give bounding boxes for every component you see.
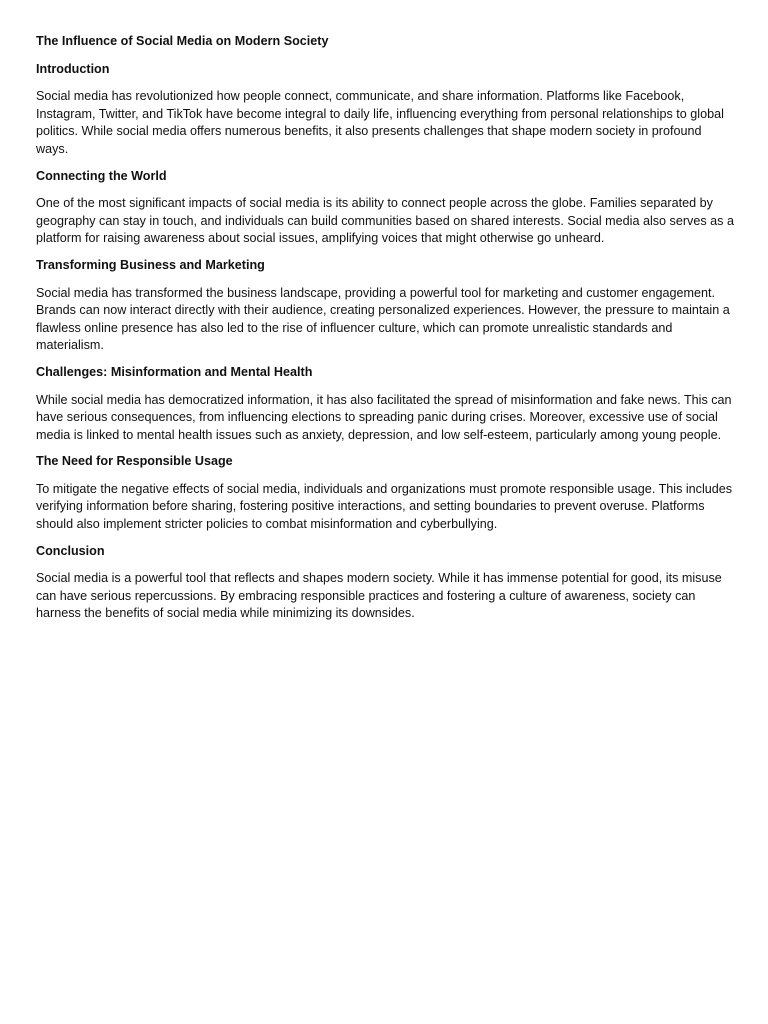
section-conclusion [36,543,734,623]
section-challenges [36,364,734,444]
section-connecting-the-world [36,168,734,248]
section-introduction [36,61,734,159]
section-heading: Challenges: Misinformation and Mental Health [36,364,313,379]
document-title: The Influence of Social Media on Modern Society [36,34,329,48]
section-paragraph: While social media has democratized information, it has also facilitated the spread of misinformation and fake news. This can have serious consequences, from influencing elections to spreading panic during crises. Moreover, excessive use of social media is linked to mental health issues such as anxiety, depression, and low self-esteem, particularly among young people. [36,392,732,442]
section-responsible-usage [36,453,734,533]
section-heading: Transforming Business and Marketing [36,257,265,272]
section-paragraph: One of the most significant impacts of social media is its ability to connect people across the globe. Families separated by geography can stay in touch, and individuals can build communities based on shared interests. Social media also serves as a platform for raising awareness about social issues, amplifying voices that might otherwise go unheard. [36,196,734,246]
section-paragraph: Social media has transformed the business landscape, providing a powerful tool for marketing and customer engagement. Brands can now interact directly with their audience, creating personalized experiences. However, the pressure to maintain a flawless online presence has also led to the rise of influencer culture, which can promote unrealistic standards and materialism. [36,285,730,353]
section-heading: Connecting the World [36,168,167,183]
section-heading: Conclusion [36,543,105,558]
section-heading: Introduction [36,61,110,76]
section-paragraph: Social media has revolutionized how people connect, communicate, and share information. Platforms like Facebook, Instagram, Twitter, and TikTok have become integral to daily life, influencing everything from personal relationships to global politics. While social media offers numerous benefits, it also presents challenges that shape modern society in profound ways. [36,89,724,156]
section-transforming-business [36,257,734,355]
section-paragraph: To mitigate the negative effects of social media, individuals and organizations must promote responsible usage. This includes verifying information before sharing, fostering positive interactions, and setting boundaries to prevent overuse. Platforms should also implement stricter policies to combat misinformation and cyberbullying. [36,481,733,532]
section-paragraph: Social media is a powerful tool that reflects and shapes modern society. While it has immense potential for good, its misuse can have serious repercussions. By embracing responsible practices and fostering a culture of awareness, society can harness the benefits of social media while minimizing its downsides. [36,571,722,621]
section-heading: The Need for Responsible Usage [36,454,233,469]
